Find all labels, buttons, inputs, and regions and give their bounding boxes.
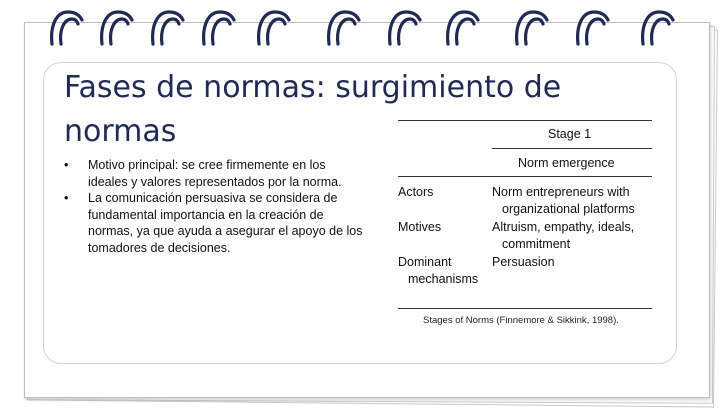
binding-ring-icon	[587, 19, 604, 44]
figure-bottom-rule	[398, 308, 652, 309]
binding-ring-icon	[153, 12, 183, 44]
binding-ring-icon	[268, 19, 285, 44]
bullet-item	[64, 190, 364, 256]
figure-row-label: mechanisms	[408, 272, 479, 286]
binding-ring-icon	[259, 12, 289, 44]
figure-header-rule	[398, 176, 652, 177]
figure-row-value: organizational platforms	[502, 202, 635, 216]
binding-ring-icon	[652, 19, 669, 44]
binding-ring-icon	[162, 19, 179, 44]
figure-row-label: Motives	[398, 220, 442, 234]
binding-ring-icon	[517, 12, 547, 44]
binding-ring-icon	[448, 12, 478, 44]
slide-title: Fases de normas: surgimiento de normas	[64, 70, 562, 149]
binding-ring-icon	[111, 19, 128, 44]
bullet-text: Motivo principal: se cree firmemente en los ideales y valores representados por la norma.	[88, 158, 342, 189]
binding-ring-icon	[52, 12, 82, 44]
binding-ring-icon	[61, 19, 78, 44]
binding-ring-icon	[329, 12, 359, 44]
binding-ring-icon	[204, 12, 234, 44]
figure-row-label: Actors	[398, 185, 434, 199]
bullet-text: La comunicación persuasiva se considera de fundamental importancia en la creación de normas, ya que ayuda a asegurar el apoyo de los tomadores de decisiones.	[88, 191, 363, 255]
binding-ring-icon	[643, 12, 673, 44]
bullet-list	[64, 157, 364, 257]
figure-top-rule	[398, 120, 652, 121]
figure-row-label: Dominant	[398, 255, 452, 269]
figure-row-value: Altruism, empathy, ideals,	[492, 220, 635, 234]
figure-mid-rule	[492, 148, 652, 149]
binding-ring-icon	[457, 19, 474, 44]
binding-ring-icon	[338, 19, 355, 44]
binding-ring-icon	[578, 12, 608, 44]
binding-ring-icon	[399, 19, 416, 44]
binding-ring-icon	[390, 12, 420, 44]
bullet-item	[64, 157, 364, 190]
binding-ring-icon	[213, 19, 230, 44]
figure-row-value: commitment	[502, 237, 571, 251]
figure-stage-name: Norm emergence	[518, 156, 615, 170]
bullet-marker: •	[64, 191, 69, 206]
bullet-marker: •	[64, 158, 69, 172]
figure-row-value: Persuasion	[492, 255, 555, 269]
binding-ring-icon	[526, 19, 543, 44]
stages-figure	[392, 116, 656, 312]
figure-caption: Stages of Norms (Finnemore & Sikkink, 1998).	[423, 315, 619, 326]
binding-ring-icon	[102, 12, 132, 44]
figure-row-value: Norm entrepreneurs with	[492, 185, 630, 199]
figure-stage-heading: Stage 1	[548, 127, 592, 141]
spiral-binding	[0, 0, 720, 60]
